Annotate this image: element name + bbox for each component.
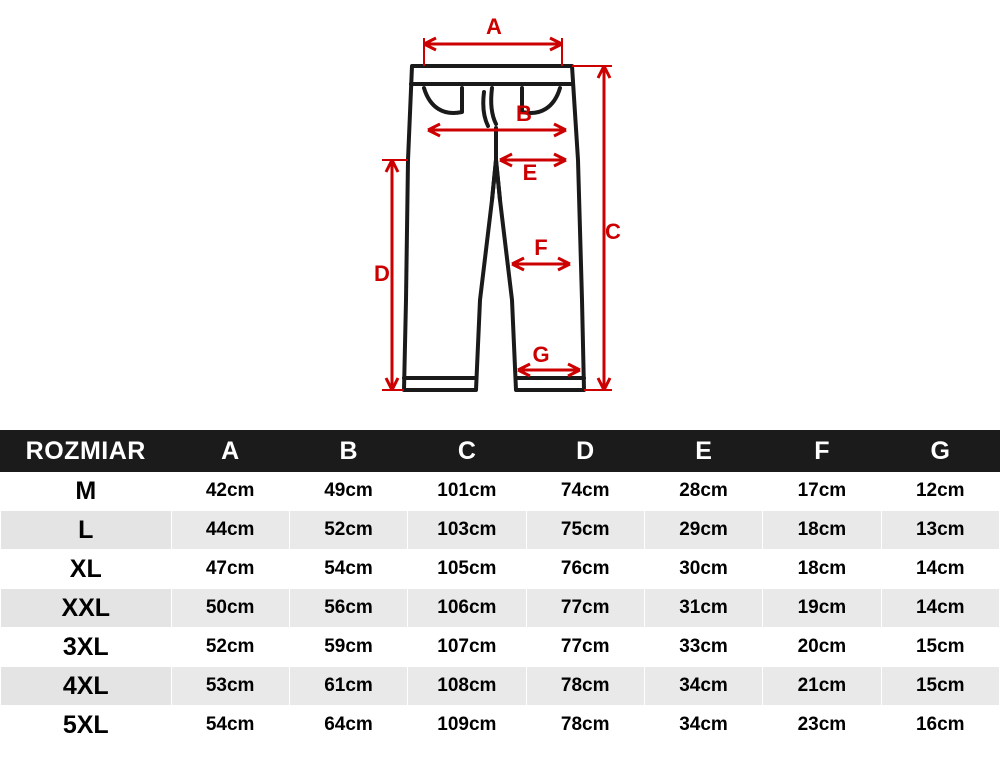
cell-b: 64cm — [289, 706, 407, 745]
cell-d: 78cm — [526, 667, 644, 706]
cell-c: 106cm — [408, 589, 526, 628]
cell-a: 42cm — [171, 472, 289, 511]
cell-a: 47cm — [171, 550, 289, 589]
table-header — [1, 431, 1000, 472]
cell-size: M — [1, 472, 172, 511]
column-header-rozmiar: ROZMIAR — [1, 431, 172, 472]
size-table — [0, 430, 1000, 745]
cell-d: 76cm — [526, 550, 644, 589]
label-f: F — [534, 235, 548, 260]
table-row — [1, 667, 1000, 706]
cell-a: 44cm — [171, 511, 289, 550]
cell-c: 101cm — [408, 472, 526, 511]
label-a: A — [486, 14, 502, 39]
table-row — [1, 589, 1000, 628]
cell-f: 18cm — [763, 550, 881, 589]
cell-c: 103cm — [408, 511, 526, 550]
cell-a: 52cm — [171, 628, 289, 667]
cell-b: 54cm — [289, 550, 407, 589]
cell-c: 105cm — [408, 550, 526, 589]
label-e: E — [522, 160, 538, 185]
cell-b: 49cm — [289, 472, 407, 511]
cell-f: 17cm — [763, 472, 881, 511]
cell-f: 20cm — [763, 628, 881, 667]
label-c: C — [605, 219, 621, 244]
table-row — [1, 472, 1000, 511]
cell-size: 3XL — [1, 628, 172, 667]
label-g: G — [532, 342, 550, 367]
table-body — [1, 472, 1000, 745]
cell-e: 34cm — [644, 706, 762, 745]
cell-c: 107cm — [408, 628, 526, 667]
cell-c: 109cm — [408, 706, 526, 745]
label-d: D — [374, 261, 390, 286]
cell-b: 52cm — [289, 511, 407, 550]
measure-line-a — [424, 38, 562, 66]
cell-d: 74cm — [526, 472, 644, 511]
table-row — [1, 550, 1000, 589]
cell-f: 18cm — [763, 511, 881, 550]
column-header-d: D — [526, 431, 644, 472]
cell-size: 4XL — [1, 667, 172, 706]
cell-b: 61cm — [289, 667, 407, 706]
cell-f: 19cm — [763, 589, 881, 628]
cell-f: 23cm — [763, 706, 881, 745]
cell-size: XL — [1, 550, 172, 589]
cell-size: XXL — [1, 589, 172, 628]
cell-a: 53cm — [171, 667, 289, 706]
table-row — [1, 706, 1000, 745]
column-header-b: B — [289, 431, 407, 472]
cell-e: 28cm — [644, 472, 762, 511]
cell-e: 30cm — [644, 550, 762, 589]
label-b: B — [516, 101, 532, 126]
column-header-f: F — [763, 431, 881, 472]
cell-d: 78cm — [526, 706, 644, 745]
cell-g: 13cm — [881, 511, 999, 550]
cell-e: 34cm — [644, 667, 762, 706]
cell-g: 15cm — [881, 667, 999, 706]
cell-d: 75cm — [526, 511, 644, 550]
cell-e: 31cm — [644, 589, 762, 628]
table-header-row — [1, 431, 1000, 472]
cell-a: 54cm — [171, 706, 289, 745]
cell-e: 29cm — [644, 511, 762, 550]
cell-g: 15cm — [881, 628, 999, 667]
cell-c: 108cm — [408, 667, 526, 706]
cell-size: L — [1, 511, 172, 550]
cell-b: 59cm — [289, 628, 407, 667]
cell-b: 56cm — [289, 589, 407, 628]
cell-d: 77cm — [526, 628, 644, 667]
cell-f: 21cm — [763, 667, 881, 706]
cell-g: 14cm — [881, 550, 999, 589]
cell-e: 33cm — [644, 628, 762, 667]
table-row — [1, 511, 1000, 550]
cell-g: 14cm — [881, 589, 999, 628]
trousers-outline-icon — [404, 66, 584, 390]
cell-a: 50cm — [171, 589, 289, 628]
cell-d: 77cm — [526, 589, 644, 628]
column-header-e: E — [644, 431, 762, 472]
column-header-g: G — [881, 431, 999, 472]
column-header-c: C — [408, 431, 526, 472]
column-header-a: A — [171, 431, 289, 472]
cell-g: 12cm — [881, 472, 999, 511]
table-row — [1, 628, 1000, 667]
cell-g: 16cm — [881, 706, 999, 745]
cell-size: 5XL — [1, 706, 172, 745]
